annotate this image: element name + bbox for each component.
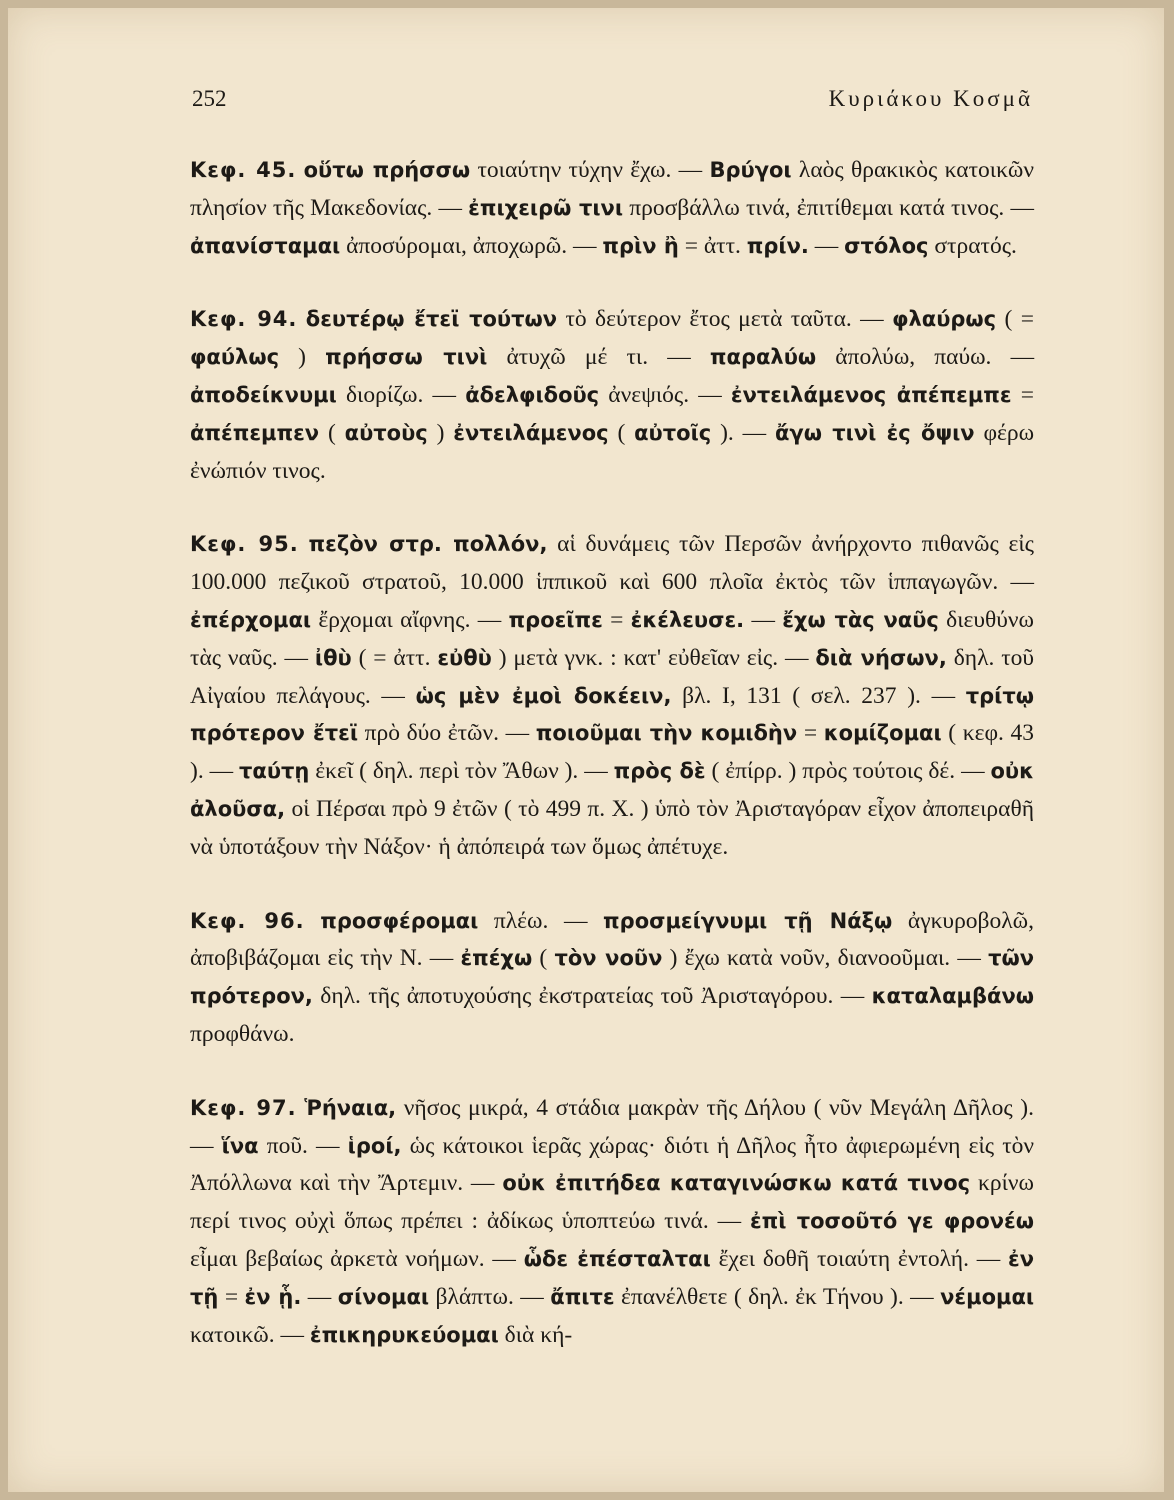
lemma: πρήσσω τινὶ <box>325 345 488 370</box>
gloss: ἔχει δοθῆ τοιαύτη ἐντολή. — <box>718 1245 1001 1272</box>
lemma: ἵνα <box>221 1133 259 1158</box>
lemma: δευτέρῳ ἔτεϊ τούτων <box>305 307 558 332</box>
gloss: οἱ Πέρσαι πρὸ 9 ἐτῶν ( τὸ 499 π. Χ. ) ὑπὸ τὸν Ἀρισταγόραν εἶχον ἀποπειραθῆ νὰ ὑποτάξουν τὴν Νάξον· ἡ ἀπόπειρά των ὅμως ἀπέτυχε. <box>190 795 1034 860</box>
gloss: ). — <box>720 419 767 446</box>
lemma: Βρύγοι <box>709 158 792 182</box>
gloss: βλ. I, 131 ( σελ. 237 ). — <box>682 682 956 709</box>
lemma: προσφέρομαι <box>320 908 479 933</box>
gloss: λαὸς θρακικὸς κατοικῶν πλησίον τῆς Μακεδονίας. — <box>190 157 1035 221</box>
commentary-paragraph-kef-94 <box>190 301 1034 490</box>
lemma: αὐτοὺς <box>344 420 428 445</box>
lemma: ἐπικηρυκεύομαι <box>309 1322 499 1347</box>
lemma: ἐπὶ τοσοῦτό γε φρονέω <box>749 1209 1034 1234</box>
gloss: εἶμαι βεβαίως ἀρκετὰ νοήμων. — <box>190 1245 516 1272</box>
lemma: οὐκ ἐπιτήδεα καταγινώσκω κατά τινος <box>502 1171 971 1196</box>
gloss: ) <box>298 344 306 371</box>
gloss: ( = ἀττ. <box>358 644 431 671</box>
chapter-label: Κεφ. 45. <box>190 158 297 182</box>
lemma: ἐκέλευσε. <box>630 607 745 632</box>
gloss: κατοικῶ. — <box>190 1321 305 1348</box>
gloss: δηλ. τῆς ἀποτυχούσης ἐκστρατείας τοῦ Ἀρισταγόρου. — <box>320 983 865 1010</box>
gloss: ( ἐπίρρ. ) πρὸς τούτοις δέ. — <box>711 758 985 785</box>
lemma: κομίζομαι <box>823 721 942 746</box>
lemma: ἐπέρχομαι <box>190 607 312 632</box>
gloss: ) μετὰ γνκ. : κατ' εὐθεῖαν εἰς. — <box>498 644 809 671</box>
lemma: ὡς μὲν ἐμοὶ δοκέειν, <box>415 683 672 708</box>
lemma: τῶν πρότερον, <box>190 946 1035 1009</box>
gloss: = <box>610 606 624 633</box>
gloss: πρὸ δύο ἐτῶν. — <box>364 720 530 747</box>
gloss: διευθύνω τὰς ναῦς. — <box>190 606 1035 671</box>
gloss: ( <box>539 945 548 972</box>
lemma: καταλαμβάνω <box>871 984 1035 1009</box>
page-number: 252 <box>192 86 227 111</box>
commentary-body <box>190 152 1034 1390</box>
gloss: — <box>307 1283 332 1310</box>
gloss: ( <box>617 419 626 446</box>
gloss: = ἀττ. <box>684 232 741 259</box>
gloss: ποῦ. — <box>266 1132 340 1159</box>
gloss: ἀτυχῶ μέ τι. — <box>506 344 691 371</box>
gloss: προφθάνω. <box>190 1020 295 1047</box>
gloss: δηλ. τοῦ Αἰγαίου πελάγους. — <box>190 644 1035 709</box>
lemma: ἱροί, <box>347 1133 402 1158</box>
gloss: = <box>1020 381 1034 408</box>
lemma: ἀδελφιδοῦς <box>465 382 600 407</box>
lemma: ἄπιτε <box>550 1284 615 1309</box>
lemma: ποιοῦμαι τὴν κομιδὴν <box>535 721 798 746</box>
commentary-paragraph-kef-95 <box>190 526 1034 866</box>
lemma: ἐν ᾗ. <box>244 1284 302 1309</box>
lemma: διὰ νήσων, <box>815 645 947 670</box>
lemma: ἐπέχω <box>460 946 533 971</box>
gloss: — <box>814 232 839 259</box>
lemma: ἀπέπεμπεν <box>190 420 320 445</box>
gloss: ( <box>327 419 336 446</box>
lemma: ἔχω τὰς ναῦς <box>782 607 939 632</box>
lemma: αὐτοῖς <box>634 420 712 445</box>
gloss: = <box>803 720 818 747</box>
running-head: Κυριάκου Κοσμᾶ <box>828 86 1033 111</box>
gloss: πλέω. — <box>493 907 588 934</box>
lemma: προεῖπε <box>508 607 603 632</box>
lemma: ὧδε ἐπέσταλται <box>523 1246 711 1271</box>
gloss: ἔρχομαι αἴφνης. — <box>318 606 502 633</box>
gloss: νῆσος μικρά, 4 στάδια μακρὰν τῆς Δήλου ( νῦν Μεγάλη Δῆλος ). — <box>190 1094 1034 1159</box>
gloss: αἱ δυνάμεις τῶν Περσῶν ἀνήρχοντο πιθανῶς εἰς 100.000 πεζικοῦ στρατοῦ, 10.000 ἱππικοῦ καὶ 600 πλοῖα ἐκτὸς τῶν ἱππαγωγῶν. — <box>190 531 1034 596</box>
gloss: = <box>224 1283 239 1310</box>
lemma: ἐντειλάμενος <box>453 420 609 445</box>
lemma: ἀπανίσταμαι <box>190 233 341 258</box>
lemma: τὸν νοῦν <box>554 946 663 971</box>
chapter-label: Κεφ. 97. <box>190 1095 297 1120</box>
lemma: παραλύω <box>709 345 817 370</box>
gloss: ἀποσύρομαι, ἀποχωρῶ. — <box>346 232 597 259</box>
gloss: ( = <box>1004 306 1034 333</box>
commentary-paragraph-kef-96 <box>190 903 1034 1054</box>
gloss: ὡς κάτοικοι ἱερᾶς χώρας· διότι ἡ Δῆλος ἦτο ἀφιερωμένη εἰς τὸν Ἀπόλλωνα καὶ τὴν Ἄρτεμιν. — <box>190 1132 1035 1197</box>
lemma: ἐντειλάμενος ἀπέπεμπε <box>730 382 1012 407</box>
lemma: ἄγω τινὶ ἐς ὄψιν <box>774 420 975 445</box>
lemma: στόλος <box>844 233 929 258</box>
commentary-paragraph-kef-97 <box>190 1090 1034 1355</box>
gloss: ἀγκυροβολῶ, ἀποβιβάζομαι εἰς τὴν Ν. — <box>190 907 1034 972</box>
lemma: τρίτῳ πρότερον ἔτεϊ <box>190 683 1035 746</box>
lemma: πρὸς δὲ <box>613 759 706 784</box>
lemma: προσμείγνυμι τῇ Νάξῳ <box>603 908 893 933</box>
lemma: ἀποδείκνυμι <box>190 382 337 407</box>
lemma: εὐθὺ <box>437 645 492 670</box>
lemma: ταύτῃ <box>239 759 310 784</box>
lemma: οὐκ ἀλοῦσα, <box>190 759 1035 821</box>
lemma: πεζὸν στρ. πολλόν, <box>308 532 548 557</box>
chapter-label: Κεφ. 95. <box>190 532 299 557</box>
gloss: διορίζω. — <box>345 381 457 408</box>
book-page <box>8 8 1164 1492</box>
gloss: ἀπολύω, παύω. — <box>835 344 1035 371</box>
gloss: ἀνεψιός. — <box>608 381 722 408</box>
gloss: ( κεφ. 43 ). — <box>190 720 1035 785</box>
chapter-label: Κεφ. 94. <box>190 307 298 332</box>
lemma: ἰθὺ <box>314 645 352 670</box>
gloss: ) ἔχω κατὰ νοῦν, διανοοῦμαι. — <box>669 945 981 972</box>
lemma: πρὶν ἢ <box>602 233 679 258</box>
commentary-paragraph-kef-45 <box>190 152 1034 265</box>
lemma: οὕτω πρήσσω <box>303 158 471 182</box>
lemma: σίνομαι <box>337 1284 430 1309</box>
chapter-label: Κεφ. 96. <box>190 908 305 933</box>
gloss: στρατός. <box>934 232 1017 259</box>
lemma: πρίν. <box>746 233 809 258</box>
lemma: φλαύρως <box>892 307 997 332</box>
gloss: φέρω ἐνώπιόν τινος. <box>190 419 1035 484</box>
lemma: ἐπιχειρῶ τινι <box>468 195 624 220</box>
lemma: ἐν τῇ <box>190 1246 1035 1309</box>
lemma: νέμομαι <box>940 1284 1035 1309</box>
lemma: Ῥήναια, <box>304 1095 397 1120</box>
gloss: ἐπανέλθετε ( δηλ. ἐκ Τήνου ). — <box>621 1283 934 1310</box>
gloss: ) <box>436 419 445 446</box>
gloss: διὰ κή- <box>504 1321 573 1348</box>
lemma: φαύλως <box>190 345 280 370</box>
gloss: κρίνω περί τινος οὐχὶ ὅπως πρέπει : ἀδίκως ὑποπτεύω τινά. — <box>190 1170 1034 1235</box>
gloss: τοιαύτην τύχην ἔχω. — <box>477 157 703 183</box>
gloss: τὸ δεύτερον ἔτος μετὰ ταῦτα. — <box>565 306 884 333</box>
gloss: προσβάλλω τινά, ἐπιτίθεμαι κατά τινος. — <box>629 194 1034 221</box>
gloss: — <box>751 606 775 633</box>
gloss: ἐκεῖ ( δηλ. περὶ τὸν Ἄθων ). — <box>315 758 608 785</box>
gloss: βλάπτω. — <box>435 1283 544 1310</box>
